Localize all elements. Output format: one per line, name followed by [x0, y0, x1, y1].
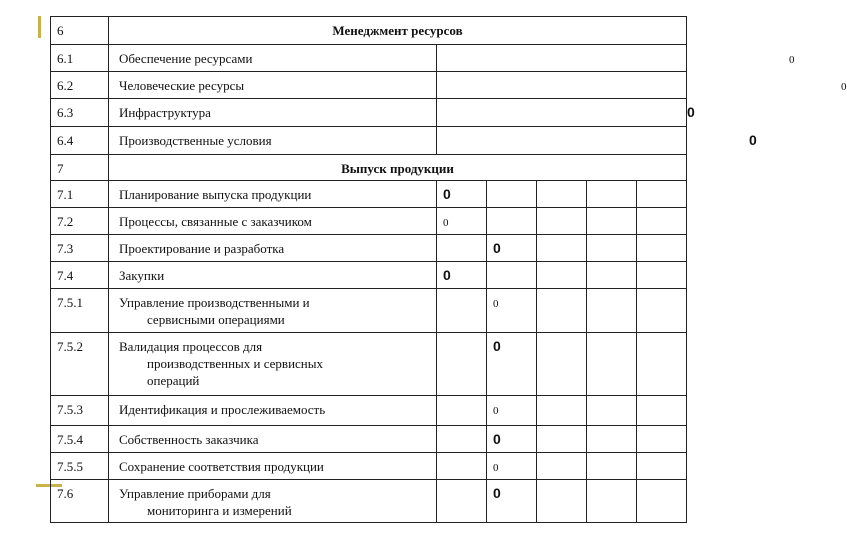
- row-number: 6.1: [51, 45, 109, 72]
- empty-cell: [587, 262, 637, 289]
- empty-cell: [587, 208, 637, 235]
- table-row: [51, 127, 687, 155]
- empty-cell: [587, 426, 637, 453]
- empty-cell: [537, 396, 587, 426]
- empty-cell: [587, 289, 637, 333]
- empty-cell: [537, 426, 587, 453]
- empty-cell: [587, 181, 637, 208]
- empty-cell: [437, 480, 487, 523]
- value: 0: [493, 240, 501, 256]
- row-title: Процессы, связанные с заказчиком: [109, 208, 437, 235]
- value-cell: [487, 235, 537, 262]
- table-row: [51, 426, 687, 453]
- empty-cell: [537, 181, 587, 208]
- section-number: 7: [51, 155, 109, 181]
- empty-cell: [637, 181, 687, 208]
- row-title: Проектирование и разработка: [109, 235, 437, 262]
- value: 0: [493, 338, 501, 354]
- section-number: 6: [51, 17, 109, 45]
- value-cell: [487, 426, 537, 453]
- row-title-line: операций: [147, 373, 200, 388]
- row-title: [109, 289, 437, 333]
- empty-cell: [437, 289, 487, 333]
- row-title: Закупки: [109, 262, 437, 289]
- value-cell: [487, 480, 537, 523]
- value-cell: [437, 127, 757, 155]
- value: 0: [493, 431, 501, 447]
- empty-cell: [537, 480, 587, 523]
- empty-cell: [587, 396, 637, 426]
- empty-cell: [537, 262, 587, 289]
- value: 0: [687, 104, 695, 120]
- requirements-table: [50, 16, 847, 523]
- value: 0: [493, 485, 501, 501]
- row-number: 7.3: [51, 235, 109, 262]
- empty-cell: [637, 453, 687, 480]
- empty-cell: [637, 333, 687, 396]
- value: 0: [789, 54, 795, 66]
- row-number: 7.6: [51, 480, 109, 523]
- empty-cell: [637, 426, 687, 453]
- empty-cell: [487, 262, 537, 289]
- table-row: [51, 208, 687, 235]
- table-row: [51, 396, 687, 426]
- empty-cell: [637, 208, 687, 235]
- row-title-line: сервисными операциями: [147, 312, 285, 327]
- value: 0: [749, 132, 757, 148]
- value: 0: [443, 267, 451, 283]
- empty-cell: [437, 426, 487, 453]
- empty-cell: [537, 289, 587, 333]
- row-title-line: мониторинга и измерений: [147, 503, 292, 518]
- row-title: Сохранение соответствия продукции: [109, 453, 437, 480]
- empty-cell: [437, 453, 487, 480]
- value-cell: [487, 453, 537, 480]
- value: 0: [443, 186, 451, 202]
- table-row: [51, 181, 687, 208]
- value: 0: [493, 405, 499, 417]
- empty-cell: [587, 235, 637, 262]
- row-title: Человеческие ресурсы: [109, 72, 437, 99]
- empty-cell: [537, 235, 587, 262]
- value-cell: [487, 396, 537, 426]
- empty-cell: [537, 333, 587, 396]
- section-row: [51, 155, 687, 181]
- row-number: 7.5.5: [51, 453, 109, 480]
- value: 0: [493, 462, 499, 474]
- empty-cell: [437, 333, 487, 396]
- section-row: [51, 17, 687, 45]
- decorative-accent-line-top: [38, 16, 41, 38]
- empty-cell: [537, 453, 587, 480]
- row-number: 7.5.4: [51, 426, 109, 453]
- empty-cell: [437, 396, 487, 426]
- row-title-line: Управление приборами для: [119, 486, 271, 501]
- row-number: 6.3: [51, 99, 109, 127]
- empty-cell: [587, 333, 637, 396]
- table-row: [51, 453, 687, 480]
- row-number: 7.5.3: [51, 396, 109, 426]
- value: 0: [493, 298, 499, 310]
- value-cell: [487, 333, 537, 396]
- value-cell: [437, 208, 487, 235]
- row-title: [109, 333, 437, 396]
- table-row: [51, 45, 687, 72]
- empty-cell: [637, 396, 687, 426]
- row-number: 6.2: [51, 72, 109, 99]
- empty-cell: [637, 235, 687, 262]
- empty-cell: [537, 208, 587, 235]
- value-cell: [437, 72, 847, 99]
- value-cell: [487, 289, 537, 333]
- row-title: Планирование выпуска продукции: [109, 181, 437, 208]
- table-row: [51, 333, 687, 396]
- table-row: [51, 72, 687, 99]
- row-number: 7.1: [51, 181, 109, 208]
- row-number: 7.4: [51, 262, 109, 289]
- table-row: [51, 289, 687, 333]
- table-row: [51, 235, 687, 262]
- table-row: [51, 99, 687, 127]
- empty-cell: [587, 453, 637, 480]
- value-cell: [437, 99, 695, 127]
- empty-cell: [637, 289, 687, 333]
- row-title: [109, 480, 437, 523]
- empty-cell: [637, 480, 687, 523]
- row-number: 6.4: [51, 127, 109, 155]
- empty-cell: [487, 181, 537, 208]
- empty-cell: [587, 480, 637, 523]
- table-row: [51, 480, 687, 523]
- value-cell: [437, 181, 487, 208]
- row-title: Идентификация и прослеживаемость: [109, 396, 437, 426]
- value-cell: [437, 262, 487, 289]
- row-number: 7.5.1: [51, 289, 109, 333]
- empty-cell: [637, 262, 687, 289]
- row-title: Инфраструктура: [109, 99, 437, 127]
- empty-cell: [487, 208, 537, 235]
- value: 0: [443, 217, 449, 229]
- section-title: Менеджмент ресурсов: [109, 17, 687, 45]
- row-title-line: Валидация процессов для: [119, 339, 263, 354]
- section-title: Выпуск продукции: [109, 155, 687, 181]
- row-title-line: производственных и сервисных: [147, 356, 323, 371]
- row-title: Собственность заказчика: [109, 426, 437, 453]
- value-cell: [437, 45, 795, 72]
- row-title: Производственные условия: [109, 127, 437, 155]
- row-number: 7.5.2: [51, 333, 109, 396]
- row-title: Обеспечение ресурсами: [109, 45, 437, 72]
- row-title-line: Управление производственными и: [119, 295, 310, 310]
- empty-cell: [437, 235, 487, 262]
- value: 0: [841, 81, 847, 93]
- row-number: 7.2: [51, 208, 109, 235]
- table-row: [51, 262, 687, 289]
